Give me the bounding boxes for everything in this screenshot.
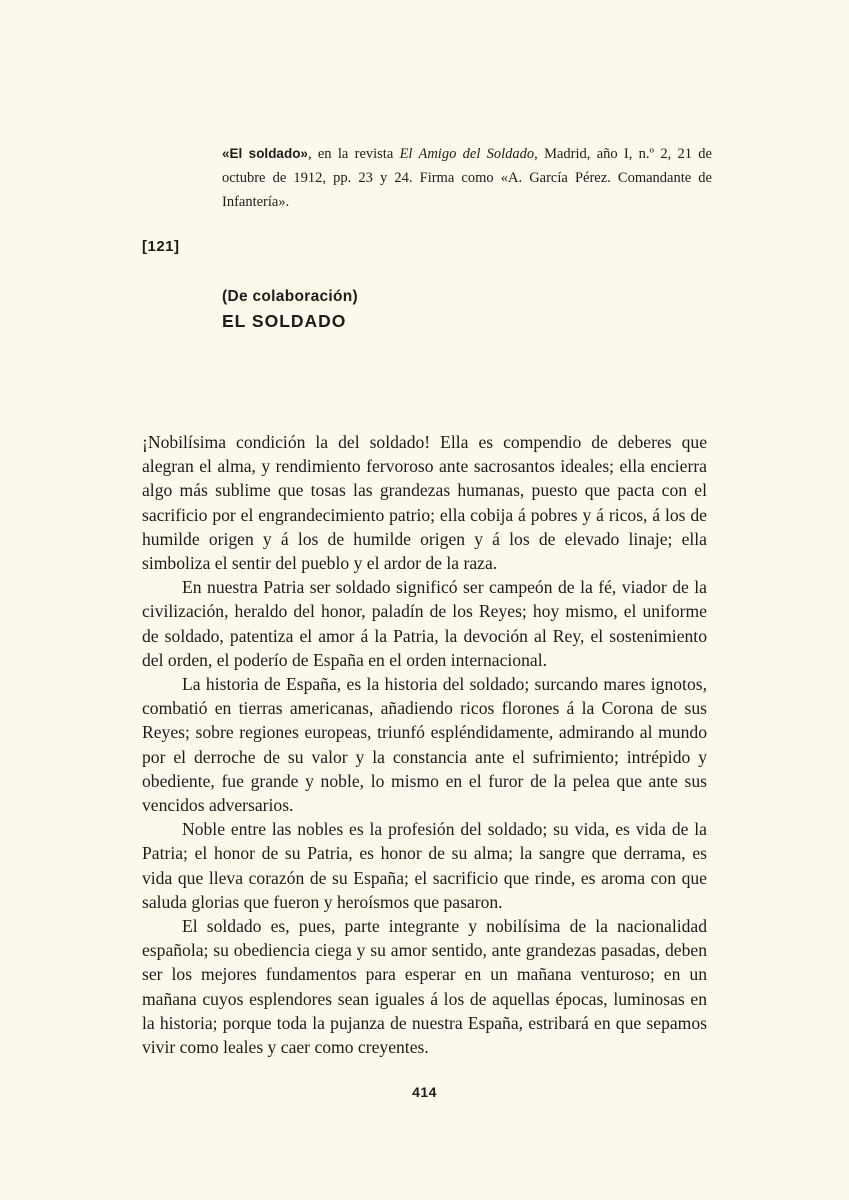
source-text-details: , Madrid, año I, n.º 2, 21 de octubre de 1912, pp. 23 y 24. Firma como «A. García Pérez. Comandante de Infantería». (222, 146, 712, 210)
source-text-lead: , en la revista (307, 146, 400, 162)
body-paragraph-3: La historia de España, es la historia del soldado; surcando mares ignotos, combatió en tierras americanas, añadiendo ricos florones á la Corona de sus Reyes; sobre regiones europeas, triunfó espléndidamente, admirando al mundo por el derroche de su valor y la constancia ante el sufrimiento; intrépido y obediente, fue grande y noble, lo mismo en el furor de la pelea que ante sus vencidos adversarios. (142, 674, 707, 816)
original-page-reference: [121] (142, 238, 180, 255)
body-paragraph-1: ¡Nobilísima condición la del soldado! Ella es compendio de deberes que alegran el alma, y rendimiento fervoroso ante sacrosantos ideales; ella encierra algo más sublime que tosas las grandezas humanas, puesto que pacta con el sacrificio por el engrandecimiento patrio; ella cobija á pobres y á ricos, á los de humilde origen y á los de humilde origen y á los de elevado linaje; ella simboliza el sentir del pueblo y el ardor de la raza. (142, 432, 707, 574)
article-title: EL SOLDADO (222, 311, 347, 331)
body-paragraph-4: Noble entre las nobles es la profesión del soldado; su vida, es vida de la Patria; el honor de su Patria, es honor de su alma; la sangre que derrama, es vida que lleva corazón de su España; el sacrificio que rinde, es aroma con que saluda glorias que fueron y heroísmos que pasaron. (142, 819, 707, 912)
source-note (222, 142, 712, 214)
page-number: 414 (412, 1084, 437, 1100)
source-journal-name: El Amigo del Soldado (399, 146, 535, 162)
article-body (142, 430, 707, 1059)
article-kicker: (De colaboración) (222, 288, 359, 305)
article-heading (222, 286, 358, 334)
body-paragraph-5: El soldado es, pues, parte integrante y nobilísima de la nacionalidad española; su obediencia ciega y su amor sentido, ante grandezas pasadas, deben ser los mejores fundamentos para esperar en un mañana venturoso; en un mañana cuyos esplendores sean iguales á los de aquellas épocas, luminosas en la historia; porque toda la pujanza de nuestra España, estribará en que sepamos vivir como leales y caer como creyentes. (142, 916, 707, 1058)
source-article-title: «El soldado» (222, 146, 308, 161)
body-paragraph-2: En nuestra Patria ser soldado significó ser campeón de la fé, viador de la civilización, heraldo del honor, paladín de los Reyes; hoy mismo, el uniforme de soldado, patentiza el amor á la Patria, la devoción al Rey, el sostenimiento del orden, el poderío de España en el orden internacional. (142, 577, 707, 670)
